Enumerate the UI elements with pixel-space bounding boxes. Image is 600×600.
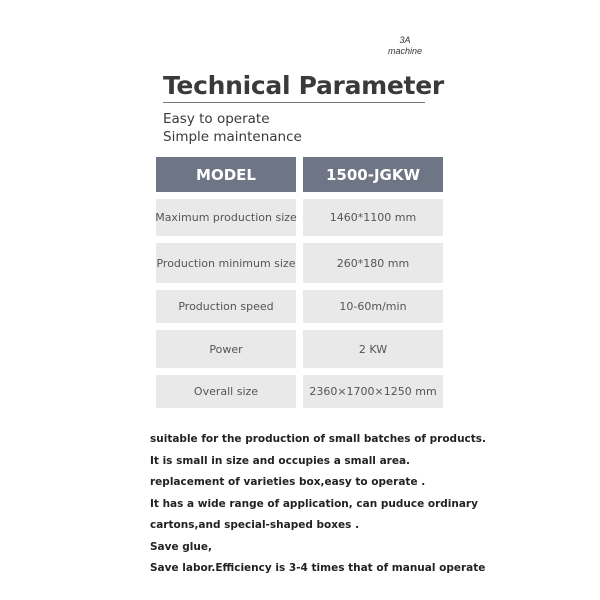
table-row [156,290,443,323]
header-model-label: MODEL [156,157,296,192]
product-description [150,429,487,580]
description-line: replacement of varieties box,easy to operate . [150,476,426,488]
table-row [156,199,443,236]
row-label: Production speed [156,290,296,323]
table-row [156,330,443,368]
row-label: Overall size [156,375,296,408]
description-line: cartons,and special-shaped boxes . [150,519,360,531]
table-row [156,375,443,408]
description-line: It has a wide range of application, can puduce ordinary [150,497,478,510]
row-value: 1460*1100 mm [303,199,443,236]
brand-logo [380,35,430,57]
subtitle-simple-maintenance: Simple maintenance [163,129,302,145]
row-value: 2360×1700×1250 mm [303,375,443,408]
description-line: Save labor.Efficiency is 3-4 times that of manual operate [150,562,486,574]
title-underline [163,102,425,103]
row-value: 260*180 mm [303,243,443,283]
description-line: It is small in size and occupies a small area. [150,454,411,467]
header-model-value: 1500-JGKW [303,157,443,192]
page-title: Technical Parameter [163,71,444,100]
brand-line-2: machine [387,46,423,56]
brand-line-1: 3A [399,35,411,45]
row-label: Production minimum size [156,243,296,283]
description-line: suitable for the production of small batches of products. [150,433,487,445]
spec-table-header [156,157,443,192]
table-row [156,243,443,283]
description-line: Save glue, [150,540,212,553]
row-label: Power [156,330,296,368]
subtitle-easy-operate: Easy to operate [163,111,270,127]
row-value: 10-60m/min [303,290,443,323]
row-value: 2 KW [303,330,443,368]
row-label: Maximum production size [156,199,296,236]
spec-table [156,157,443,408]
